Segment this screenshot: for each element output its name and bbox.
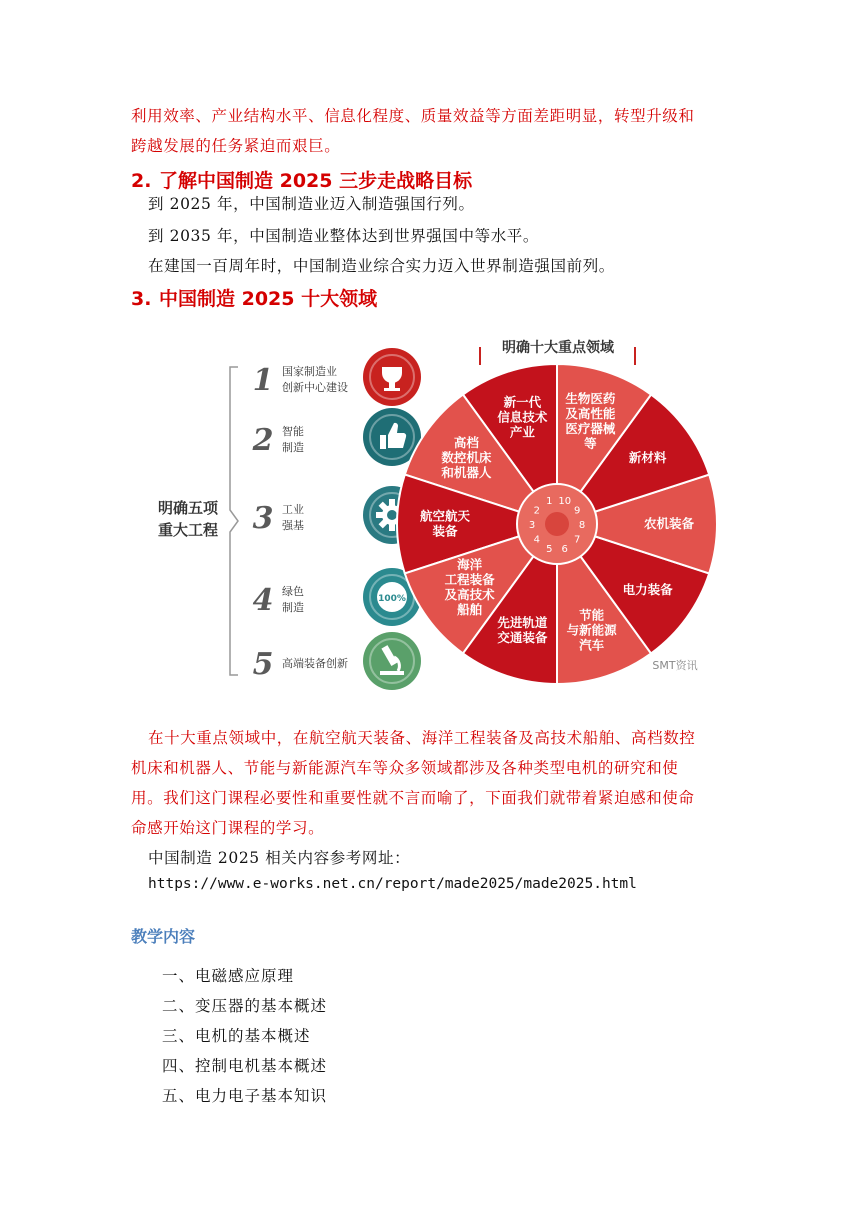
project-label-line1: 工业 (282, 503, 304, 516)
sector-label: 及高技术 (444, 586, 495, 602)
sector-number: 1 (546, 496, 553, 508)
project-label-line2: 制造 (282, 441, 304, 454)
sector-number: 9 (574, 505, 581, 517)
section-3-number: 3. (131, 288, 152, 310)
projects-layer (252, 348, 421, 690)
teaching-item-4: 四、控制电机基本概述 (162, 1057, 328, 1075)
project-number: 2 (252, 423, 274, 458)
project-number: 4 (252, 583, 274, 618)
sector-label: 海洋 (457, 556, 483, 572)
sector-number: 6 (561, 543, 568, 555)
five-projects-label-line1: 明确五项 (157, 499, 219, 517)
teaching-item-1: 一、电磁感应原理 (162, 967, 295, 985)
sector-label: 等 (584, 435, 597, 451)
section-2-heading (131, 166, 472, 193)
teaching-content-title: 教学内容 (131, 927, 196, 946)
sector-label: 和机器人 (441, 465, 492, 481)
sector-label: 信息技术 (497, 409, 548, 425)
section-3-heading (131, 284, 377, 311)
section-3-title: 中国制造 2025 十大领域 (159, 288, 378, 310)
sector-label: 新一代 (503, 394, 542, 410)
bracket-line (230, 367, 238, 675)
sector-label: 及高性能 (565, 405, 616, 421)
wheel-layer (397, 364, 717, 684)
sector-label: 高档 (453, 435, 479, 451)
sector-label: 节能 (579, 607, 605, 623)
badge-text: 100% (378, 594, 406, 604)
project-number: 3 (252, 501, 274, 536)
sector-label: 生物医药 (565, 390, 616, 406)
project-label-line2: 创新中心建设 (282, 381, 348, 394)
circle-title: 明确十大重点领域 (502, 340, 614, 356)
project-label-line1: 智能 (282, 425, 304, 438)
goal-item-1: 到 2025 年，中国制造业迈入制造强国行列。 (148, 195, 475, 213)
sector-number: 5 (546, 543, 553, 555)
body-line-4: 命感开始这门课程的学习。 (131, 819, 325, 837)
section-2-number: 2. (131, 170, 152, 192)
ten-fields-diagram (130, 325, 730, 700)
project-label-line1: 国家制造业 (282, 365, 337, 378)
sector-number: 3 (528, 520, 536, 531)
sector-label: 新材料 (628, 450, 667, 466)
circle-title-banner (480, 339, 635, 365)
project-number: 5 (252, 647, 274, 682)
watermark: SMT资讯 (652, 659, 698, 672)
sector-label: 农机装备 (643, 516, 695, 531)
sector-label: 装备 (432, 523, 458, 539)
ten-fields-figure (130, 325, 730, 700)
section-2-title: 了解中国制造 2025 三步走战略目标 (159, 170, 473, 192)
teaching-item-2: 二、变压器的基本概述 (162, 997, 328, 1015)
wheel-center (545, 512, 569, 536)
five-projects-label (158, 499, 219, 539)
intro-line-1: 利用效率、产业结构水平、信息化程度、质量效益等方面差距明显，转型升级和 (131, 107, 695, 125)
sector-number: 8 (578, 520, 586, 531)
sector-label: 工程装备 (444, 571, 495, 587)
sector-label: 数控机床 (441, 450, 492, 466)
sector-label: 医疗器械 (565, 420, 616, 436)
project-number: 1 (252, 363, 274, 398)
body-line-2: 机床和机器人、节能与新能源汽车等众多领域都涉及各种类型电机的研究和使 (131, 759, 679, 777)
project-label-line1: 高端装备创新 (282, 657, 348, 670)
sector-number: 7 (574, 534, 581, 546)
reference-label: 中国制造 2025 相关内容参考网址： (148, 849, 411, 867)
five-projects-label-line2: 重大工程 (157, 521, 219, 539)
sector-number: 2 (533, 505, 540, 517)
project-item-5 (253, 632, 421, 690)
project-item-1 (253, 348, 421, 406)
sector-label: 船舶 (457, 601, 483, 617)
sector-label: 电力装备 (622, 581, 673, 597)
project-label-line1: 绿色 (282, 585, 304, 598)
body-line-1: 在十大重点领域中，在航空航天装备、海洋工程装备及高技术船舶、高档数控 (148, 729, 696, 747)
teaching-item-5: 五、电力电子基本知识 (162, 1087, 328, 1105)
sector-label: 先进轨道 (497, 615, 548, 631)
body-line-3: 用。我们这门课程必要性和重要性就不言而喻了，下面我们就带着紧迫感和使命 (131, 789, 695, 807)
intro-line-2: 跨越发展的任务紧迫而艰巨。 (131, 137, 341, 155)
sector-label: 交通装备 (497, 630, 548, 646)
sector-label: 产业 (509, 424, 535, 440)
teaching-item-3: 三、电机的基本概述 (162, 1027, 311, 1045)
goal-item-3: 在建国一百周年时，中国制造业综合实力迈入世界制造强国前列。 (148, 257, 615, 275)
sector-label: 汽车 (579, 637, 605, 653)
sector-label: 与新能源 (566, 622, 617, 638)
project-label-line2: 制造 (282, 601, 304, 614)
sector-label: 航空航天 (419, 508, 471, 524)
project-label-line2: 强基 (282, 519, 304, 532)
sector-number: 4 (533, 534, 540, 546)
project-item-2 (252, 408, 421, 466)
project-item-3 (253, 486, 421, 544)
project-item-4 (253, 568, 421, 626)
reference-url-link[interactable]: https://www.e-works.net.cn/report/made2025/made2025.html (148, 876, 637, 892)
sector-number: 10 (558, 496, 572, 508)
goal-item-2: 到 2035 年，中国制造业整体达到世界强国中等水平。 (148, 227, 540, 245)
